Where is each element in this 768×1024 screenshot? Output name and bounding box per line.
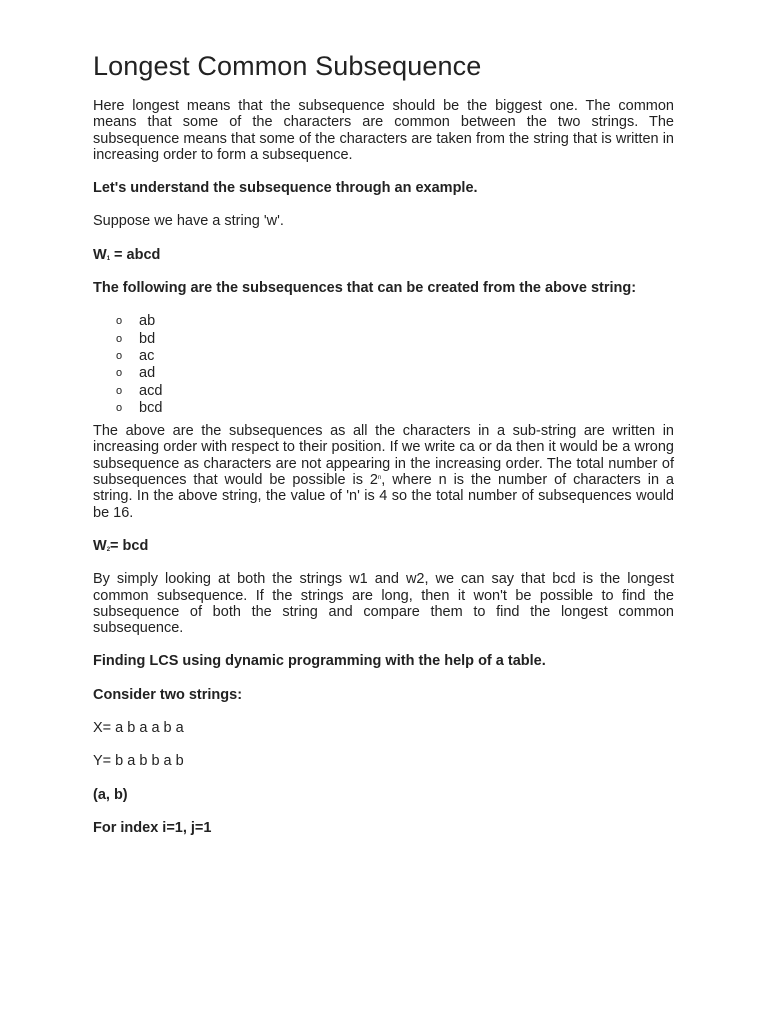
list-item [116, 348, 674, 365]
bullet-icon: o [116, 384, 123, 397]
exponent-n: n [377, 475, 382, 482]
list-item [116, 331, 674, 348]
list-item [116, 365, 674, 382]
bullet-icon: o [116, 349, 123, 362]
consider-heading: Consider two strings: [93, 686, 243, 703]
list-item [116, 383, 674, 400]
w2-value: = bcd [110, 537, 149, 554]
w1-subscript: 1 [106, 255, 111, 262]
w2-definition [93, 538, 674, 554]
index-heading: For index i=1, j=1 [93, 819, 212, 836]
w2-prefix: W [93, 537, 107, 554]
suppose-text: Suppose we have a string 'w'. [93, 213, 284, 230]
w1-value: = abcd [110, 246, 161, 263]
bullet-icon: o [116, 315, 123, 328]
bullet-icon: o [116, 367, 123, 380]
list-item-label: ab [139, 313, 156, 330]
w1-prefix: W [93, 246, 107, 263]
above-paragraph-part2: , where n is the number of characters in a string. In the above string, the value of 'n' is 4 so the total number of subsequences would be 16. [93, 472, 674, 521]
following-heading: The following are the subsequences that can be created from the above string: [93, 280, 637, 297]
above-paragraph-part1: The above are the subsequences as all the characters in a sub-string are written in increasing order with respect to their position. If we write ca or da then it would be a wrong subsequence as characters are not appearing in the increasing order. The total number of subsequences that would be possible is 2 [93, 423, 674, 489]
document-page [93, 48, 674, 836]
list-item-label: bd [139, 330, 156, 347]
looking-paragraph: By simply looking at both the strings w1 and w2, we can say that bcd is the longest common subsequence. If the strings are long, then it won't be possible to find the subsequence of both the string and compare them to find the longest common subsequence. [93, 571, 674, 637]
x-string: X= a b a a b a [93, 720, 184, 737]
list-item-label: acd [139, 382, 163, 399]
understand-heading: Let's understand the subsequence through an example. [93, 180, 478, 197]
list-item-label: ad [139, 365, 156, 382]
page-title: Longest Common Subsequence [93, 51, 482, 81]
above-paragraph [93, 423, 674, 521]
bullet-icon: o [116, 332, 123, 345]
list-item-label: bcd [139, 399, 163, 416]
pair-text: (a, b) [93, 786, 128, 803]
list-item [116, 313, 674, 330]
subsequence-list [93, 313, 674, 417]
w1-definition [93, 247, 674, 263]
finding-heading: Finding LCS using dynamic programming with the help of a table. [93, 653, 546, 670]
list-item [116, 400, 674, 417]
w2-subscript: 2 [106, 546, 111, 553]
list-item-label: ac [139, 347, 155, 364]
bullet-icon: o [116, 401, 123, 414]
intro-paragraph: Here longest means that the subsequence should be the biggest one. The common means that some of the characters are common between the two strings. The subsequence means that some of the characters are taken from the string that is written in increasing order to form a subsequence. [93, 98, 674, 163]
y-string: Y= b a b b a b [93, 753, 184, 770]
